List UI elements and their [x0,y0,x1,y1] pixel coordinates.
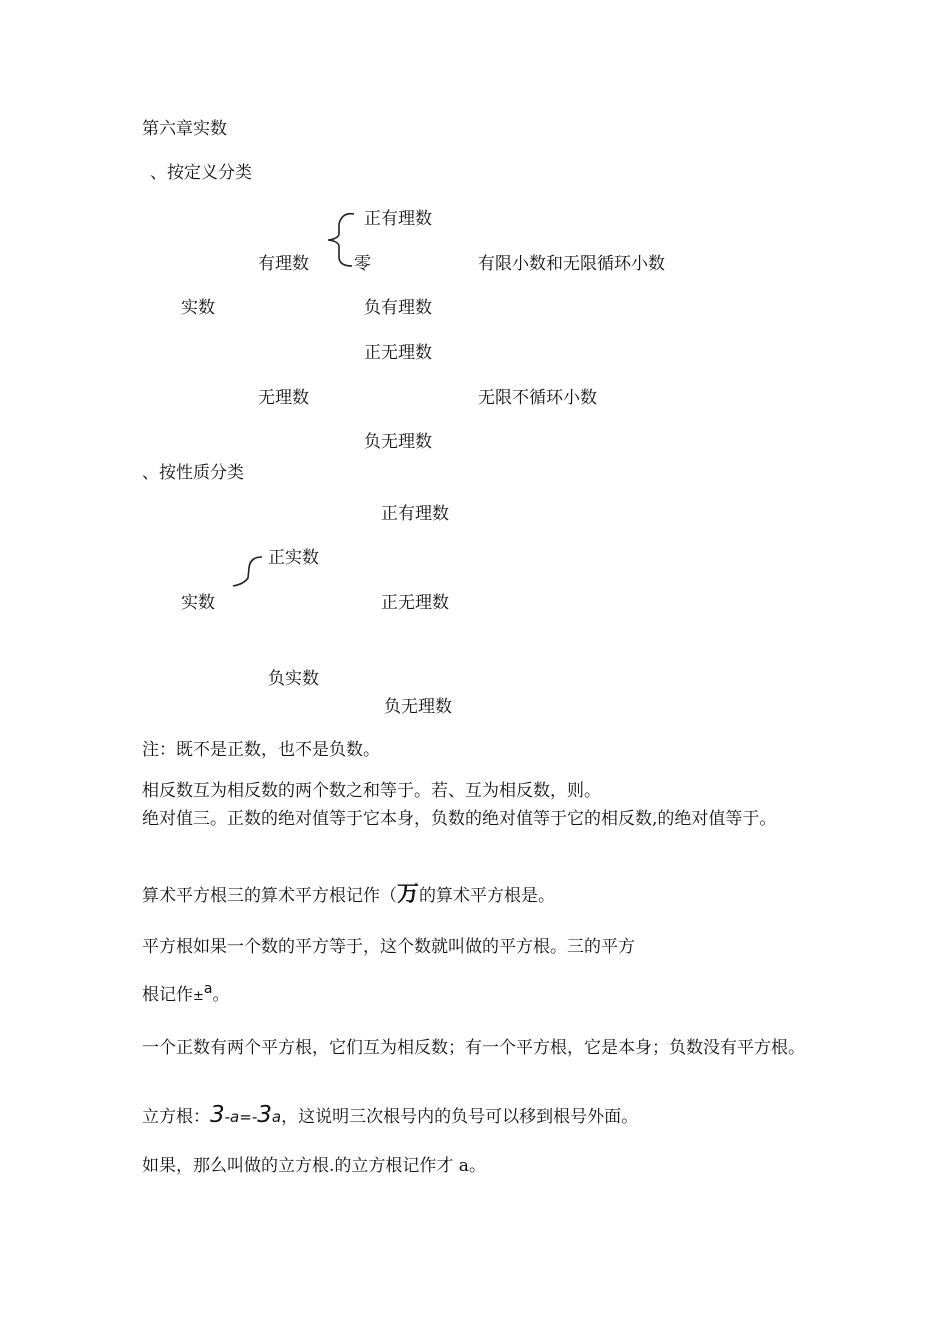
cube-definition-paragraph: 如果，那么叫做的立方根.的立方根记作才 a。 [142,1156,486,1176]
note-paragraph: 注：既不是正数，也不是负数。 [142,740,380,760]
s1-irrational-note: 无限不循环小数 [478,388,597,408]
s1-neg-irrational: 负无理数 [364,432,432,452]
s1-pos-rational: 正有理数 [364,209,432,229]
s2-pos-irrational: 正无理数 [381,593,449,613]
plus-minus-symbol: ± [193,989,204,1004]
cube-expression: -a=- [224,1108,258,1126]
square-root-paragraph-2 [142,981,822,1008]
cube-root-paragraph [142,1102,822,1130]
square-root-text: 根记作 [142,985,193,1005]
s2-neg-real: 负实数 [268,669,319,689]
section2-heading: 、按性质分类 [142,463,244,483]
positive-roots-paragraph: 一个正数有两个平方根，它们互为相反数；有一个平方根，它是本身；负数没有平方根。 [142,1038,805,1058]
s1-neg-rational: 负有理数 [364,298,432,318]
s1-rational-note: 有限小数和无限循环小数 [478,254,665,274]
absolute-paragraph: 绝对值三。正数的绝对值等于它本身，负数的绝对值等于它的相反数,的绝对值等于。 [142,809,777,829]
arith-root-text-a: 算术平方根三的算术平方根记作（ [142,886,397,906]
opposite-paragraph: 相反数互为相反数的两个数之和等于。若、互为相反数，则。 [142,781,601,801]
s1-zero: 零 [354,254,371,274]
cube-index-2: 3 [257,1102,272,1128]
curve-bracket [228,552,268,592]
cube-index-1: 3 [210,1102,225,1128]
s1-pos-irrational: 正无理数 [364,343,432,363]
arith-root-glyph: 万 [397,882,420,907]
arith-root-paragraph [142,882,822,909]
s1-rational: 有理数 [258,254,309,274]
s2-pos-real: 正实数 [268,548,319,568]
cube-radicand: a [271,1108,282,1126]
cube-root-rest: ，这说明三次根号内的负号可以移到根号外面。 [281,1107,639,1127]
chapter-title: 第六章实数 [142,119,227,139]
radicand-symbol: a [203,981,213,997]
s1-real-root: 实数 [181,298,215,318]
section1-heading: 、按定义分类 [150,163,252,183]
square-root-end: 。 [212,985,230,1005]
s2-pos-rational: 正有理数 [381,504,449,524]
s2-neg-irrational: 负无理数 [384,697,452,717]
s2-real-root: 实数 [181,593,215,613]
arith-root-text-b: 的算术平方根是。 [419,886,556,906]
s1-irrational: 无理数 [258,388,309,408]
cube-root-label: 立方根： [142,1107,210,1127]
square-root-paragraph-1: 平方根如果一个数的平方等于，这个数就叫做的平方根。三的平方 [142,937,635,957]
